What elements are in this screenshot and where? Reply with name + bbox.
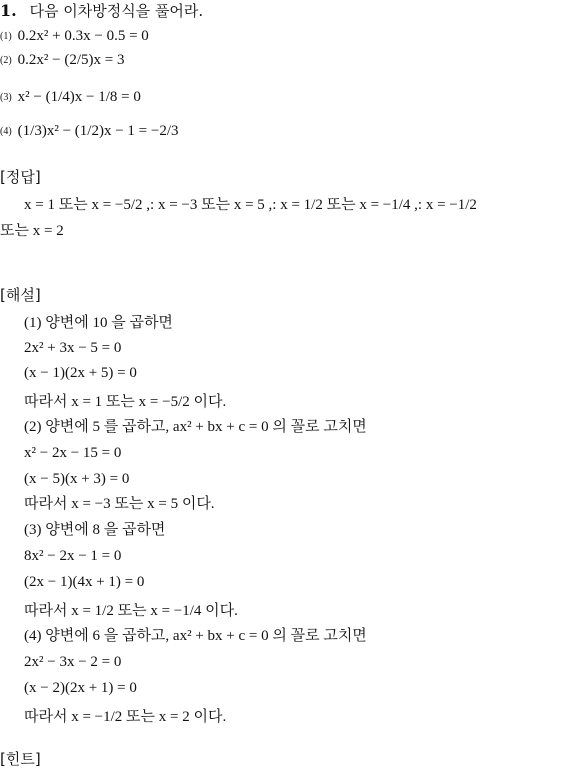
item-marker: (2)	[0, 55, 12, 66]
solution-line: 따라서 x = 1 또는 x = −5/2 이다.	[24, 394, 227, 410]
solution-line: 2x² − 3x − 2 = 0	[24, 654, 122, 670]
solution-line: 따라서 x = 1/2 또는 x = −1/4 이다.	[24, 603, 238, 619]
item-marker: (4)	[0, 126, 12, 137]
problem-item-3	[0, 88, 141, 108]
problem-item-1	[0, 27, 149, 47]
answer-heading: [정답]	[0, 168, 41, 186]
item-equation: 0.2x² − (2/5)x = 3	[17, 52, 125, 68]
solution-line: (2x − 1)(4x + 1) = 0	[24, 574, 145, 590]
solution-line: 8x² − 2x − 1 = 0	[24, 548, 122, 564]
hint-heading: [힌트]	[0, 750, 41, 768]
solution-line: (x − 1)(2x + 5) = 0	[24, 365, 137, 381]
problem-number: 1.	[0, 1, 17, 20]
solution-line: (4) 양변에 6 을 곱하고, ax² + bx + c = 0 의 꼴로 고치면	[24, 628, 367, 644]
item-marker: (1)	[0, 31, 12, 42]
item-marker: (3)	[0, 92, 12, 103]
answer-line-2: 또는 x = 2	[0, 223, 64, 239]
item-equation: x² − (1/4)x − 1/8 = 0	[17, 89, 141, 105]
solution-line: 2x² + 3x − 5 = 0	[24, 340, 122, 356]
problem-instruction: 다음 이차방정식을 풀어라.	[29, 2, 204, 20]
solution-line: (1) 양변에 10 을 곱하면	[24, 315, 173, 331]
item-equation: 0.2x² + 0.3x − 0.5 = 0	[17, 28, 149, 44]
problem-item-4	[0, 122, 179, 142]
answer-line-1: x = 1 또는 x = −5/2 ,: x = −3 또는 x = 5 ,: x = 1/2 또는 x = −1/4 ,: x = −1/2	[24, 197, 477, 213]
solution-heading: [해설]	[0, 286, 41, 304]
solution-line: 따라서 x = −3 또는 x = 5 이다.	[24, 496, 215, 512]
item-equation: (1/3)x² − (1/2)x − 1 = −2/3	[17, 123, 179, 139]
solution-line: 따라서 x = −1/2 또는 x = 2 이다.	[24, 709, 227, 725]
solution-line: (3) 양변에 8 을 곱하면	[24, 522, 166, 538]
solution-line: (x − 5)(x + 3) = 0	[24, 471, 130, 487]
solution-line: (2) 양변에 5 를 곱하고, ax² + bx + c = 0 의 꼴로 고치면	[24, 419, 367, 435]
problem-header	[0, 2, 203, 20]
solution-line: x² − 2x − 15 = 0	[24, 445, 122, 461]
problem-item-2	[0, 51, 125, 71]
solution-line: (x − 2)(2x + 1) = 0	[24, 680, 137, 696]
